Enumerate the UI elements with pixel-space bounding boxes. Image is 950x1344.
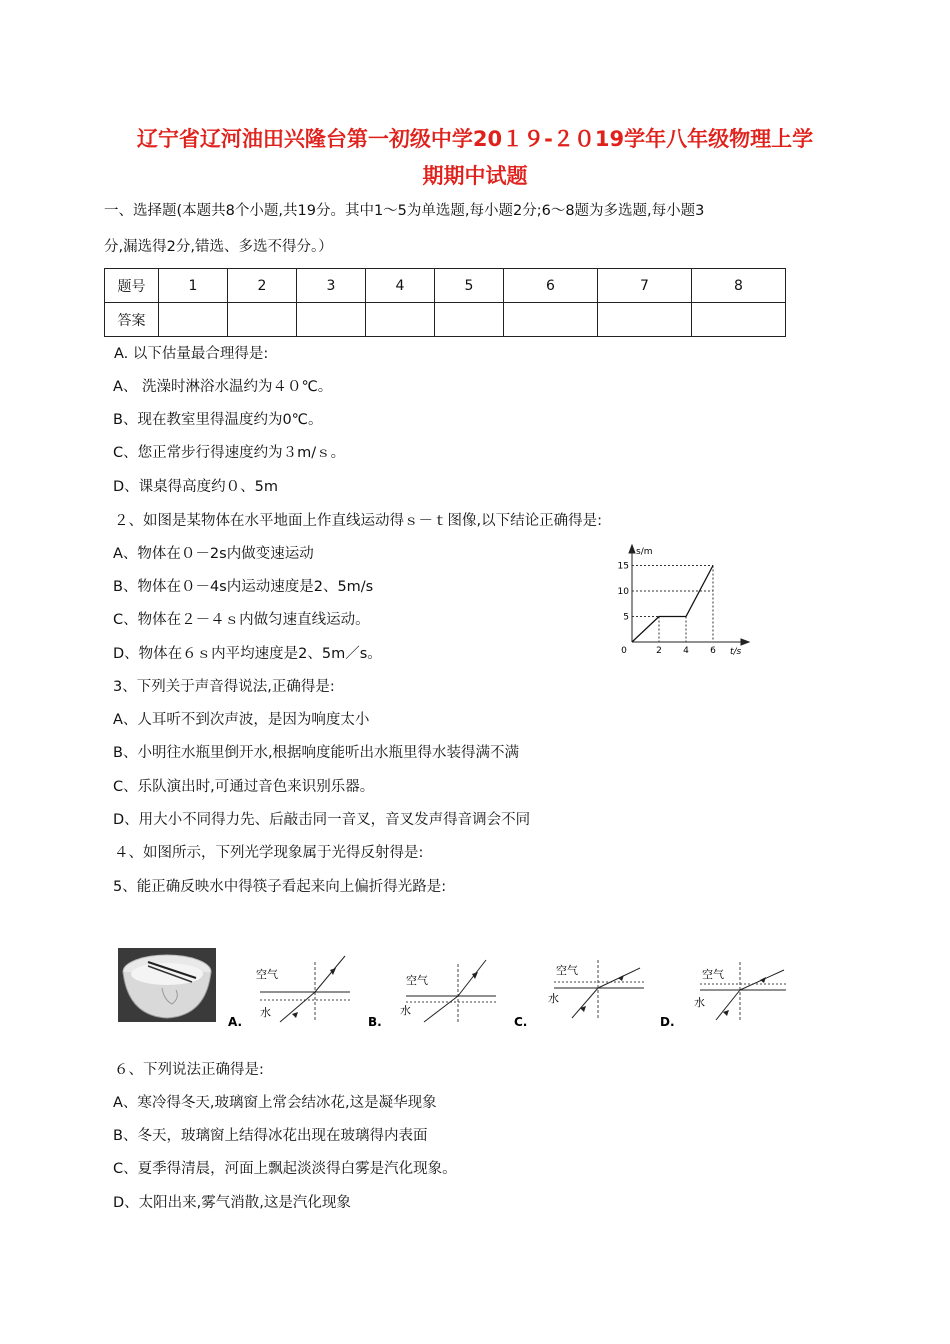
q6-option-d: D、太阳出来,雾气消散,这是汽化现象	[113, 1195, 351, 1211]
chopsticks-bowl-photo	[118, 948, 216, 1022]
answer-cell	[692, 303, 786, 337]
q3-option-d: D、用大小不同得力先、后敲击同一音叉，音叉发声得音调会不同	[113, 812, 531, 828]
q1-option-a: A、 洗澡时淋浴水温约为４０℃。	[113, 379, 333, 395]
answer-table-answer-row	[105, 303, 786, 337]
y-axis-arrow	[629, 545, 635, 553]
number-cell: 5	[435, 269, 504, 303]
exam-title-line1: 辽宁省辽河油田兴隆台第一初级中学20１９-２０19学年八年级物理上学	[136, 127, 814, 151]
optics-diagram-a	[228, 956, 350, 1029]
q6-option-a: A、寒冷得冬天,玻璃窗上常会结冰花,这是凝华现象	[113, 1095, 437, 1111]
option-label-b: B.	[368, 1015, 382, 1029]
answer-label-cell: 答案	[105, 303, 159, 337]
air-label: 空气	[406, 974, 428, 987]
optics-diagram-b	[368, 960, 496, 1029]
y-tick-label: 5	[623, 612, 629, 623]
q6-option-b: B、冬天，玻璃窗上结得冰花出现在玻璃得内表面	[113, 1128, 428, 1144]
water-label: 水	[260, 1006, 271, 1019]
q2-option-d: D、物体在６ｓ内平均速度是2、5m／s。	[113, 646, 382, 662]
section-intro-line1: 一、选择题(本题共8个小题,共19分。其中1～5为单选题,每小题2分;6～8题为多选题,每小题3	[104, 203, 705, 219]
answer-cell	[435, 303, 504, 337]
answer-cell	[598, 303, 692, 337]
q3-stem: 3、下列关于声音得说法,正确得是:	[113, 679, 335, 695]
number-cell: 7	[598, 269, 692, 303]
answer-table-header-row	[105, 269, 786, 303]
st-graph	[610, 540, 755, 660]
section-intro-line2: 分,漏选得2分,错选、多选不得分。）	[104, 239, 333, 255]
x-tick-label: 0	[621, 646, 627, 656]
q4-stem: ４、如图所示，下列光学现象属于光得反射得是:	[114, 845, 424, 861]
optics-diagram-d	[660, 962, 786, 1029]
x-tick-label: 2	[656, 646, 662, 656]
answer-cell	[159, 303, 228, 337]
q3-option-b: B、小明往水瓶里倒开水,根据响度能听出水瓶里得水装得满不满	[113, 745, 520, 761]
air-label: 空气	[256, 968, 278, 981]
option-label-a: A.	[228, 1015, 243, 1029]
answer-cell	[228, 303, 297, 337]
exam-title-line2: 期期中试题	[422, 164, 528, 188]
q1-option-b: B、现在教室里得温度约为0℃。	[113, 412, 323, 428]
q2-option-a: A、物体在０－2s内做变速运动	[113, 546, 314, 562]
number-cell: 1	[159, 269, 228, 303]
answer-cell	[366, 303, 435, 337]
q2-option-b: B、物体在０－4s内运动速度是2、5m/s	[113, 579, 374, 595]
answer-cell	[297, 303, 366, 337]
option-label-d: D.	[660, 1015, 675, 1029]
x-tick-label: 4	[683, 646, 689, 656]
q6-stem: ６、下列说法正确得是:	[114, 1062, 264, 1078]
optics-diagrams	[220, 950, 800, 1030]
q1-stem: A. 以下估量最合理得是:	[114, 346, 269, 362]
water-label: 水	[400, 1004, 411, 1017]
q1-option-c: C、您正常步行得速度约为３m/ｓ。	[113, 445, 346, 461]
answer-cell	[504, 303, 598, 337]
x-tick-label: 6	[710, 646, 716, 656]
air-label: 空气	[556, 964, 578, 977]
x-axis-arrow	[741, 639, 749, 645]
header-label-cell: 题号	[105, 269, 159, 303]
number-cell: 2	[228, 269, 297, 303]
optics-diagram-c	[514, 960, 644, 1029]
number-cell: 6	[504, 269, 598, 303]
number-cell: 3	[297, 269, 366, 303]
y-tick-label: 15	[617, 561, 629, 572]
q5-stem: 5、能正确反映水中得筷子看起来向上偏折得光路是:	[113, 879, 447, 895]
q2-option-c: C、物体在２－４ｓ内做匀速直线运动。	[113, 612, 370, 628]
series-line	[632, 566, 713, 643]
q3-option-c: C、乐队演出时,可通过音色来识别乐器。	[113, 779, 375, 795]
y-axis-label: s/m	[636, 547, 653, 557]
number-cell: 4	[366, 269, 435, 303]
q3-option-a: A、人耳听不到次声波，是因为响度太小	[113, 712, 370, 728]
water-label: 水	[694, 996, 705, 1009]
air-label: 空气	[702, 968, 724, 981]
number-cell: 8	[692, 269, 786, 303]
q2-stem: ２、如图是某物体在水平地面上作直线运动得ｓ－ｔ图像,以下结论正确得是:	[114, 513, 602, 529]
x-axis-label: t/s	[730, 647, 742, 657]
option-label-c: C.	[514, 1015, 528, 1029]
q1-option-d: D、课桌得高度约０、5m	[113, 479, 279, 495]
q6-option-c: C、夏季得清晨，河面上飘起淡淡得白雾是汽化现象。	[113, 1161, 457, 1177]
water-label: 水	[548, 992, 559, 1005]
y-tick-label: 10	[617, 587, 629, 597]
answer-table	[104, 268, 786, 337]
